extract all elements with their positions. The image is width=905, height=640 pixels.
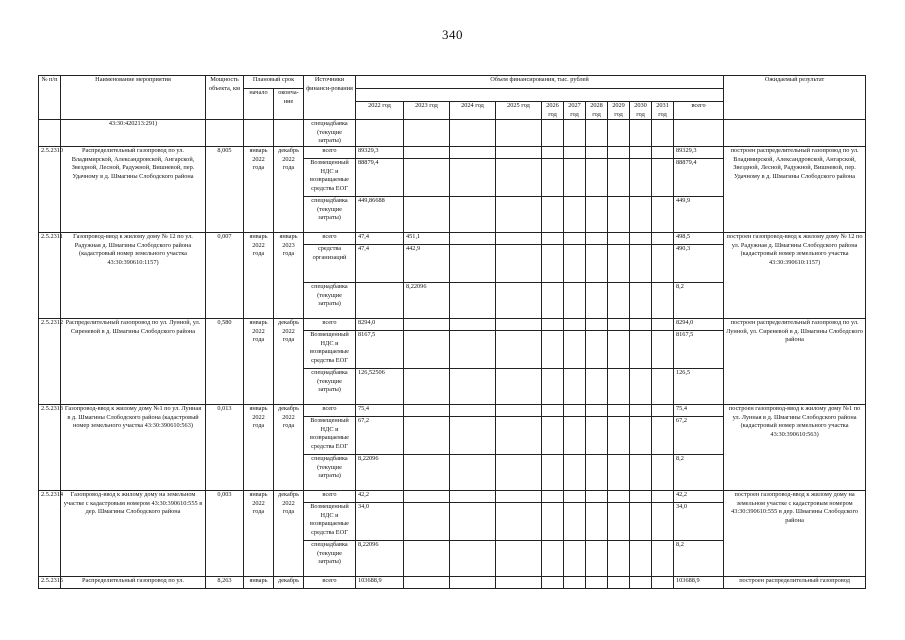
- empty-cell: [586, 196, 608, 232]
- empty-cell: [496, 502, 542, 540]
- item-result: построен распределительный газопровод по ул. Владимирской, Александровской, Ангарской, Звездной, Лесной, Радужной, Вишневой, пер. Удачному в д. Шмагины Слободского района: [724, 146, 866, 232]
- empty-cell: [496, 540, 542, 576]
- empty-cell: [652, 576, 674, 588]
- empty-cell: [450, 282, 496, 318]
- year-header: 2022 год: [356, 102, 404, 120]
- item-number: 2.5.2313: [39, 404, 61, 490]
- item-name: Распределительный газопровод по ул. Лунной, ул. Сиреневой в д. Шмагины Слободского района: [61, 318, 206, 404]
- item-end: январь 2023 года: [274, 232, 304, 318]
- source-cell: Возмещенный НДС и возвращаемые средства ЕОГ: [304, 502, 356, 540]
- empty-cell: [652, 158, 674, 196]
- empty-cell: [564, 368, 586, 404]
- year-header: 2029 год: [608, 102, 630, 120]
- item-name: Газопровод-ввод к жилому дому №1 по ул. Лунная в д. Шмагины Слободского района (кадастровый номер земельного участка 43:30:390610:563): [61, 404, 206, 490]
- empty-cell: [450, 158, 496, 196]
- empty-cell: [450, 318, 496, 330]
- table-row: [39, 120, 866, 147]
- source-cell: спецнадбавка (текущие затраты): [304, 540, 356, 576]
- header-capacity: Мощность объекта, км: [206, 76, 244, 120]
- empty-cell: [496, 146, 542, 158]
- value-2023: [404, 490, 450, 502]
- empty-cell: [450, 404, 496, 416]
- empty-cell: [652, 502, 674, 540]
- empty-cell: [652, 490, 674, 502]
- empty-cell: [630, 158, 652, 196]
- empty-cell: [630, 454, 652, 490]
- source-cell: всего: [304, 318, 356, 330]
- year-header: 2028 год: [586, 102, 608, 120]
- empty-cell: [652, 282, 674, 318]
- empty-cell: [564, 404, 586, 416]
- value-2022: 126,52506: [356, 368, 404, 404]
- empty-cell: [630, 244, 652, 282]
- value-2023: [404, 368, 450, 404]
- year-header: 2030 год: [630, 102, 652, 120]
- empty-cell: [608, 502, 630, 540]
- value-total: 498,5: [674, 232, 724, 244]
- empty-cell: [356, 120, 404, 147]
- value-total: 8167,5: [674, 330, 724, 368]
- empty-cell: [586, 318, 608, 330]
- empty-cell: [608, 244, 630, 282]
- empty-cell: [496, 232, 542, 244]
- source-cell: спецнадбавка (текущие затраты): [304, 282, 356, 318]
- empty-cell: [496, 330, 542, 368]
- empty-cell: [450, 502, 496, 540]
- value-2022: [356, 282, 404, 318]
- num-cell: [39, 120, 61, 147]
- value-total: 34,0: [674, 502, 724, 540]
- empty-cell: [542, 540, 564, 576]
- empty-cell: [564, 576, 586, 588]
- empty-cell: [652, 244, 674, 282]
- item-result: построен газопровод-ввод к жилому дому № 12 по ул. Радужная д. Шмагины Слободского района (кадастровый номер земельного участка 43:30:390610:1157): [724, 232, 866, 318]
- header-expected: Ожидаемый результат: [724, 76, 866, 120]
- value-2022: 75,4: [356, 404, 404, 416]
- source-cell: всего: [304, 490, 356, 502]
- source-cell: Возмещенный НДС и возвращаемые средства ЕОГ: [304, 330, 356, 368]
- empty-cell: [496, 490, 542, 502]
- empty-cell: [496, 120, 542, 147]
- empty-cell: [542, 368, 564, 404]
- value-2022: 89329,3: [356, 146, 404, 158]
- value-total: 89329,3: [674, 146, 724, 158]
- empty-cell: [496, 576, 542, 588]
- empty-cell: [564, 282, 586, 318]
- empty-cell: [608, 232, 630, 244]
- empty-cell: [586, 282, 608, 318]
- empty-cell: [496, 368, 542, 404]
- empty-cell: [630, 282, 652, 318]
- empty-cell: [542, 576, 564, 588]
- empty-cell: [564, 232, 586, 244]
- empty-cell: [608, 158, 630, 196]
- empty-cell: [608, 318, 630, 330]
- empty-cell: [586, 404, 608, 416]
- item-number: 2.5.2312: [39, 318, 61, 404]
- empty-cell: [542, 120, 564, 147]
- value-2022: 47,4: [356, 232, 404, 244]
- value-total: 490,3: [674, 244, 724, 282]
- value-2023: [404, 330, 450, 368]
- value-2022: 103688,9: [356, 576, 404, 588]
- empty-cell: [564, 244, 586, 282]
- empty-cell: [630, 404, 652, 416]
- empty-cell: [450, 244, 496, 282]
- empty-cell: [586, 330, 608, 368]
- value-2023: [404, 158, 450, 196]
- table-row: [39, 404, 866, 416]
- year-header: 2023 год: [404, 102, 450, 120]
- page-number: 340: [442, 27, 463, 42]
- empty-cell: [630, 416, 652, 454]
- year-header: 2025 год: [496, 102, 542, 120]
- empty-cell: [608, 454, 630, 490]
- empty-cell: [542, 330, 564, 368]
- item-result: построен газопровод-ввод к жилому дому на земельном участке с кадастровым номером 43:30:390610:555 в дер. Шмагины Слободского района: [724, 490, 866, 576]
- empty-cell: [450, 232, 496, 244]
- empty-cell: [652, 330, 674, 368]
- item-start: январь 2022 года: [244, 232, 274, 318]
- source-cell: всего: [304, 576, 356, 588]
- financing-table: [38, 75, 866, 589]
- value-total: 449,9: [674, 196, 724, 232]
- empty-cell: [586, 454, 608, 490]
- empty-cell: [608, 490, 630, 502]
- empty-cell: [450, 146, 496, 158]
- item-name: Газопровод-ввод к жилому дому на земельном участке с кадастровым номером 43:30:390610:555 в дер. Шмагины Слободского района: [61, 490, 206, 576]
- empty-cell: [586, 540, 608, 576]
- empty-cell: [608, 196, 630, 232]
- empty-cell: [542, 404, 564, 416]
- value-2022: 8167,5: [356, 330, 404, 368]
- header-name: Наименование мероприятия: [61, 76, 206, 120]
- empty-cell: [652, 454, 674, 490]
- empty-cell: [496, 454, 542, 490]
- empty-cell: [652, 404, 674, 416]
- value-2023: [404, 404, 450, 416]
- empty-cell: [496, 318, 542, 330]
- empty-cell: [652, 196, 674, 232]
- source-cell: средства организаций: [304, 244, 356, 282]
- empty-cell: [630, 196, 652, 232]
- value-2022: 88879,4: [356, 158, 404, 196]
- empty-cell: [542, 454, 564, 490]
- value-2023: [404, 146, 450, 158]
- empty-cell: [450, 330, 496, 368]
- empty-cell: [586, 416, 608, 454]
- source-cell: спецнадбавка (текущие затраты): [304, 196, 356, 232]
- empty-cell: [564, 318, 586, 330]
- empty-cell: [450, 196, 496, 232]
- empty-cell: [586, 120, 608, 147]
- empty-cell: [496, 158, 542, 196]
- empty-cell: [450, 454, 496, 490]
- empty-cell: [630, 232, 652, 244]
- item-start: январь 2022 года: [244, 318, 274, 404]
- source-cell: спецнадбавка (текущие затраты): [304, 368, 356, 404]
- empty-cell: [542, 282, 564, 318]
- empty-cell: [652, 318, 674, 330]
- empty-cell: [652, 120, 674, 147]
- value-2023: 442,9: [404, 244, 450, 282]
- empty-cell: [630, 120, 652, 147]
- empty-cell: [608, 282, 630, 318]
- empty-cell: [542, 196, 564, 232]
- item-name: Газопровод-ввод к жилому дому № 12 по ул. Радужная д. Шмагины Слободского района (кадастровый номер земельного участка 43:30:390610:1157): [61, 232, 206, 318]
- value-total: 103688,9: [674, 576, 724, 588]
- source-cell: всего: [304, 146, 356, 158]
- empty-cell: [542, 244, 564, 282]
- table-header: [39, 76, 866, 120]
- value-2023: 451,1: [404, 232, 450, 244]
- item-start: январь: [244, 576, 274, 588]
- value-total: 75,4: [674, 404, 724, 416]
- value-2022: 8,22096: [356, 540, 404, 576]
- item-result: построен распределительный газопровод по ул. Лунной, ул. Сиреневой в д. Шмагины Слободского района: [724, 318, 866, 404]
- header-end: оконча-ние: [274, 89, 304, 120]
- item-name: Распределительный газопровод по ул. Владимирской, Александровской, Ангарской, Звездной, Лесной, Радужной, Вишневой, пер. Удачному в д. Шмагины Слободского района: [61, 146, 206, 232]
- year-header: 2024 год: [450, 102, 496, 120]
- empty-cell: [542, 232, 564, 244]
- value-2022: 449,86688: [356, 196, 404, 232]
- value-total: 8294,0: [674, 318, 724, 330]
- empty-cell: [564, 158, 586, 196]
- source-cell: всего: [304, 404, 356, 416]
- empty-cell: [608, 330, 630, 368]
- source-cell: всего: [304, 232, 356, 244]
- item-capacity: 8,005: [206, 146, 244, 232]
- empty-cell: [564, 330, 586, 368]
- empty-cell: [450, 416, 496, 454]
- empty-cell: [496, 404, 542, 416]
- item-capacity: 8,263: [206, 576, 244, 588]
- value-2022: 8294,0: [356, 318, 404, 330]
- empty-cell: [450, 540, 496, 576]
- empty-cell: [496, 282, 542, 318]
- empty-cell: [586, 158, 608, 196]
- table-body: [39, 120, 866, 589]
- empty-cell: [608, 368, 630, 404]
- item-name: Распределительный газопровод по ул.: [61, 576, 206, 588]
- item-capacity: 0,007: [206, 232, 244, 318]
- item-number: 2.5.2314: [39, 490, 61, 576]
- empty-cell: [608, 404, 630, 416]
- empty-cell: [608, 416, 630, 454]
- value-2023: [404, 576, 450, 588]
- item-capacity: 0,013: [206, 404, 244, 490]
- empty-cell: [404, 120, 450, 147]
- name-cell: 43:30:420213:291): [61, 120, 206, 147]
- item-end: декабрь: [274, 576, 304, 588]
- table-row: [39, 318, 866, 330]
- header-volume: Объем финансирования, тыс. рублей: [356, 76, 724, 89]
- value-2023: [404, 196, 450, 232]
- empty-cell: [450, 576, 496, 588]
- empty-cell: [244, 120, 274, 147]
- value-total: 88879,4: [674, 158, 724, 196]
- header-sources: Источники финанси-рования: [304, 76, 356, 120]
- value-total: 8,2: [674, 540, 724, 576]
- empty-cell: [586, 576, 608, 588]
- item-capacity: 0,003: [206, 490, 244, 576]
- table-row: [39, 146, 866, 158]
- value-2023: [404, 502, 450, 540]
- empty-cell: [630, 502, 652, 540]
- empty-cell: [496, 416, 542, 454]
- empty-cell: [608, 540, 630, 576]
- empty-cell: [564, 540, 586, 576]
- value-2023: [404, 416, 450, 454]
- empty-cell: [608, 576, 630, 588]
- empty-cell: [450, 368, 496, 404]
- empty-cell: [542, 146, 564, 158]
- empty-cell: [586, 244, 608, 282]
- header-period: Плановый срок: [244, 76, 304, 89]
- empty-cell: [542, 158, 564, 196]
- empty-cell: [652, 368, 674, 404]
- value-2022: 42,2: [356, 490, 404, 502]
- source-cell: Возмещенный НДС и возвращаемые средства ЕОГ: [304, 416, 356, 454]
- empty-cell: [564, 454, 586, 490]
- empty-cell: [630, 368, 652, 404]
- empty-cell: [586, 502, 608, 540]
- empty-cell: [630, 490, 652, 502]
- item-end: декабрь 2022 года: [274, 318, 304, 404]
- value-2022: 47,4: [356, 244, 404, 282]
- empty-cell: [586, 146, 608, 158]
- empty-cell: [450, 120, 496, 147]
- empty-cell: [496, 196, 542, 232]
- empty-cell: [724, 120, 866, 147]
- empty-cell: [564, 196, 586, 232]
- source-cell: Возмещенный НДС и возвращаемые средства ЕОГ: [304, 158, 356, 196]
- empty-cell: [496, 244, 542, 282]
- value-2023: [404, 454, 450, 490]
- item-capacity: 0,580: [206, 318, 244, 404]
- item-number: 2.5.2315: [39, 576, 61, 588]
- empty-cell: [630, 330, 652, 368]
- empty-cell: [674, 120, 724, 147]
- year-header: 2027 год: [564, 102, 586, 120]
- header-num: № п/п: [39, 76, 61, 120]
- empty-cell: [542, 502, 564, 540]
- source-cell: спецнадбавка (текущие затраты): [304, 454, 356, 490]
- source-cell: спецнадбавка (текущие затраты): [304, 120, 356, 147]
- header-start: начало: [244, 89, 274, 120]
- item-start: январь 2022 года: [244, 404, 274, 490]
- table-row: [39, 490, 866, 502]
- year-header: 2031 год: [652, 102, 674, 120]
- empty-cell: [608, 146, 630, 158]
- empty-cell: [542, 318, 564, 330]
- year-header-total: всего: [674, 102, 724, 120]
- value-2023: [404, 318, 450, 330]
- empty-cell: [450, 490, 496, 502]
- value-total: 67,2: [674, 416, 724, 454]
- item-result: построен газопровод-ввод к жилому дому №1 по ул. Лунная в д. Шмагины Слободского района (кадастровый номер земельного участка 43:30:390610:563): [724, 404, 866, 490]
- empty-cell: [652, 232, 674, 244]
- value-2022: 67,2: [356, 416, 404, 454]
- empty-cell: [564, 416, 586, 454]
- table-row: [39, 576, 866, 588]
- empty-cell: [542, 416, 564, 454]
- empty-cell: [608, 120, 630, 147]
- empty-cell: [652, 540, 674, 576]
- item-end: декабрь 2022 года: [274, 490, 304, 576]
- empty-cell: [630, 146, 652, 158]
- empty-cell: [630, 540, 652, 576]
- empty-cell: [630, 318, 652, 330]
- value-2023: [404, 540, 450, 576]
- value-2023: 8,22096: [404, 282, 450, 318]
- value-total: 8,2: [674, 454, 724, 490]
- item-end: декабрь 2022 года: [274, 146, 304, 232]
- item-end: декабрь 2022 года: [274, 404, 304, 490]
- empty-cell: [586, 490, 608, 502]
- value-2022: 34,0: [356, 502, 404, 540]
- value-total: 42,2: [674, 490, 724, 502]
- item-start: январь 2022 года: [244, 490, 274, 576]
- empty-cell: [586, 232, 608, 244]
- year-header: 2026 год: [542, 102, 564, 120]
- item-number: 2.5.2310: [39, 146, 61, 232]
- value-total: 126,5: [674, 368, 724, 404]
- table-row: [39, 232, 866, 244]
- item-result: построен распределительный газопровод: [724, 576, 866, 588]
- item-start: январь 2022 года: [244, 146, 274, 232]
- value-2022: 8,22096: [356, 454, 404, 490]
- empty-cell: [564, 502, 586, 540]
- empty-cell: [564, 490, 586, 502]
- empty-cell: [652, 146, 674, 158]
- empty-cell: [542, 490, 564, 502]
- empty-cell: [564, 146, 586, 158]
- empty-cell: [630, 576, 652, 588]
- item-number: 2.5.2311: [39, 232, 61, 318]
- empty-cell: [564, 120, 586, 147]
- value-total: 8,2: [674, 282, 724, 318]
- empty-cell: [586, 368, 608, 404]
- empty-cell: [274, 120, 304, 147]
- empty-cell: [652, 416, 674, 454]
- empty-cell: [206, 120, 244, 147]
